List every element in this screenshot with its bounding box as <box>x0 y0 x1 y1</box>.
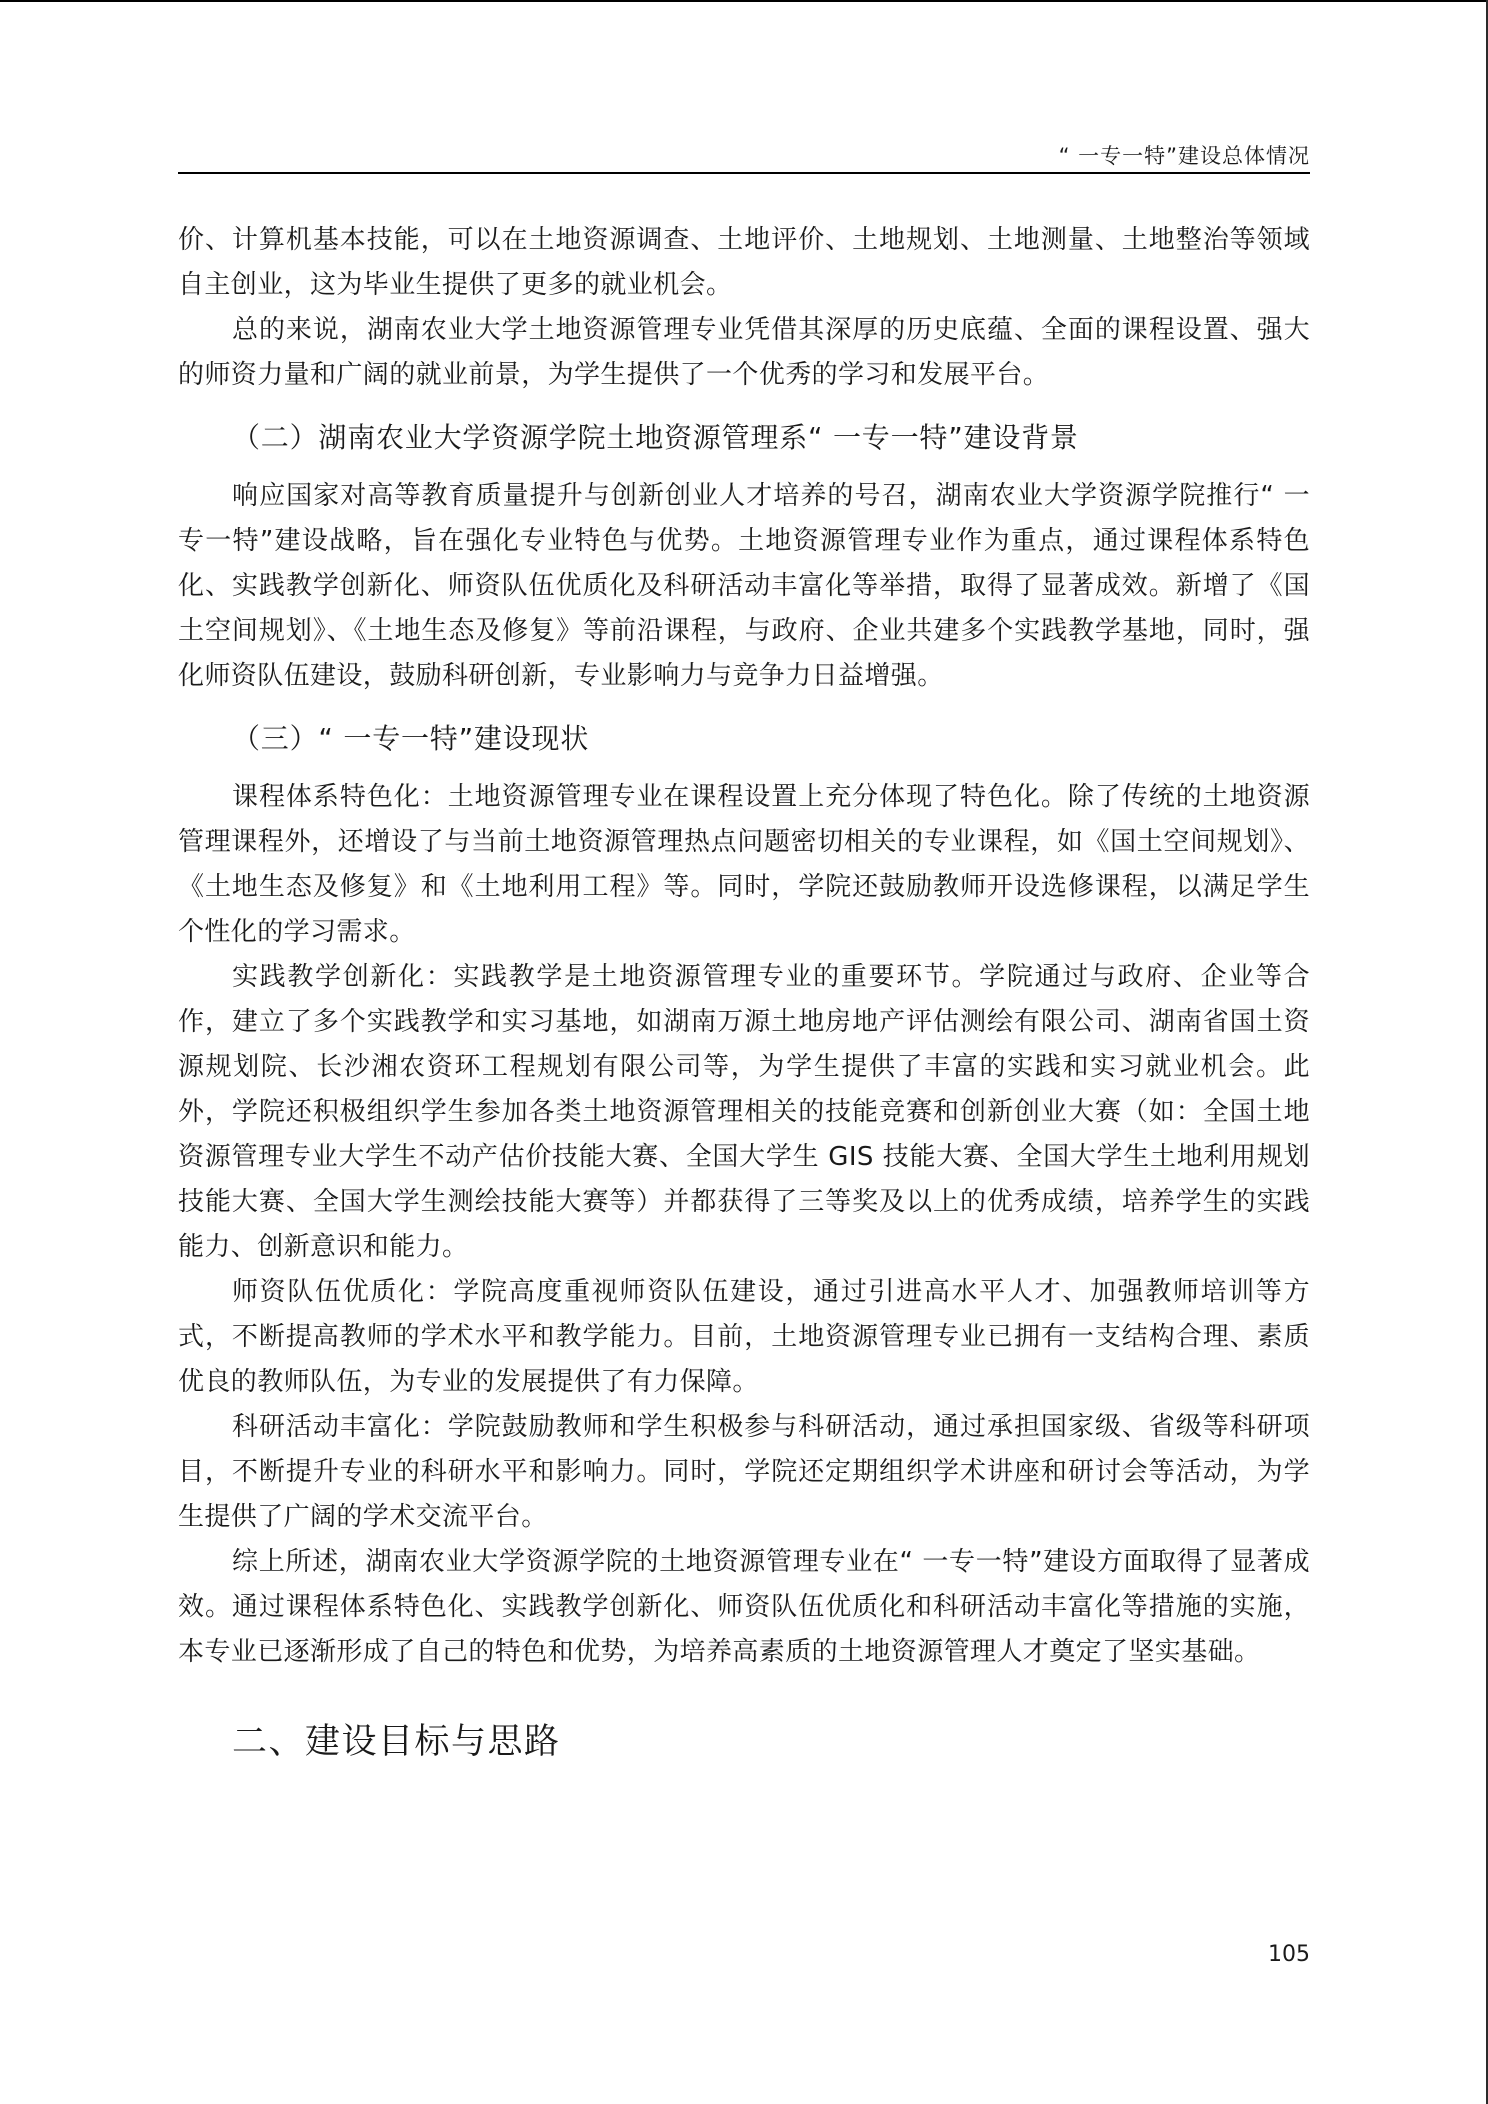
paragraph-continued: 价、计算机基本技能，可以在土地资源调查、土地评价、土地规划、土地测量、土地整治等领域自主创业，这为毕业生提供了更多的就业机会。 <box>178 225 1310 300</box>
page-number: 105 <box>1268 1942 1310 1967</box>
paragraph-research: 科研活动丰富化：学院鼓励教师和学生积极参与科研活动，通过承担国家级、省级等科研项目，不断提升专业的科研水平和影响力。同时，学院还定期组织学术讲座和研讨会等活动，为学生提供了广阔的学术交流平台。 <box>178 1412 1310 1532</box>
header-rule <box>178 172 1310 174</box>
section-title: 二、建设目标与思路 <box>232 1722 561 1762</box>
paragraph-conclusion: 综上所述，湖南农业大学资源学院的土地资源管理专业在“ 一专一特”建设方面取得了显著成效。通过课程体系特色化、实践教学创新化、师资队伍优质化和科研活动丰富化等措施的实施，本专业已逐渐形成了自己的特色和优势，为培养高素质的土地资源管理人才奠定了坚实基础。 <box>178 1547 1310 1667</box>
paragraph-curriculum: 课程体系特色化：土地资源管理专业在课程设置上充分体现了特色化。除了传统的土地资源管理课程外，还增设了与当前土地资源管理热点问题密切相关的专业课程，如《国土空间规划》、《土地生态及修复》和《土地利用工程》等。同时，学院还鼓励教师开设选修课程，以满足学生个性化的学习需求。 <box>178 782 1310 947</box>
paragraph-background: 响应国家对高等教育质量提升与创新创业人才培养的号召，湖南农业大学资源学院推行“ 一专一特”建设战略，旨在强化专业特色与优势。土地资源管理专业作为重点，通过课程体系特色化、实践教学创新化、师资队伍优质化及科研活动丰富化等举措，取得了显著成效。新增了《国土空间规划》、《土地生态及修复》等前沿课程，与政府、企业共建多个实践教学基地，同时，强化师资队伍建设，鼓励科研创新，专业影响力与竞争力日益增强。 <box>178 481 1310 691</box>
paragraph-summary: 总的来说，湖南农业大学土地资源管理专业凭借其深厚的历史底蕴、全面的课程设置、强大的师资力量和广阔的就业前景，为学生提供了一个优秀的学习和发展平台。 <box>178 315 1310 390</box>
running-header: “ 一专一特”建设总体情况 <box>1058 144 1310 168</box>
paragraph-practice: 实践教学创新化：实践教学是土地资源管理专业的重要环节。学院通过与政府、企业等合作，建立了多个实践教学和实习基地，如湖南万源土地房地产评估测绘有限公司、湖南省国土资源规划院、长沙湘农资环工程规划有限公司等，为学生提供了丰富的实践和实习就业机会。此外，学院还积极组织学生参加各类土地资源管理相关的技能竞赛和创新创业大赛（如：全国土地资源管理专业大学生不动产估价技能大赛、全国大学生 GIS 技能大赛、全国大学生土地利用规划技能大赛、全国大学生测绘技能大赛等）并都获得了三等奖及以上的优秀成绩，培养学生的实践能力、创新意识和能力。 <box>178 962 1310 1262</box>
page-top-border <box>0 0 1488 2</box>
page-body <box>178 218 1310 1767</box>
subheading-background: （二）湖南农业大学资源学院土地资源管理系“ 一专一特”建设背景 <box>232 421 1079 454</box>
subheading-status: （三）“ 一专一特”建设现状 <box>232 722 590 755</box>
paragraph-faculty: 师资队伍优质化：学院高度重视师资队伍建设，通过引进高水平人才、加强教师培训等方式，不断提高教师的学术水平和教学能力。目前，土地资源管理专业已拥有一支结构合理、素质优良的教师队伍，为专业的发展提供了有力保障。 <box>178 1277 1310 1397</box>
